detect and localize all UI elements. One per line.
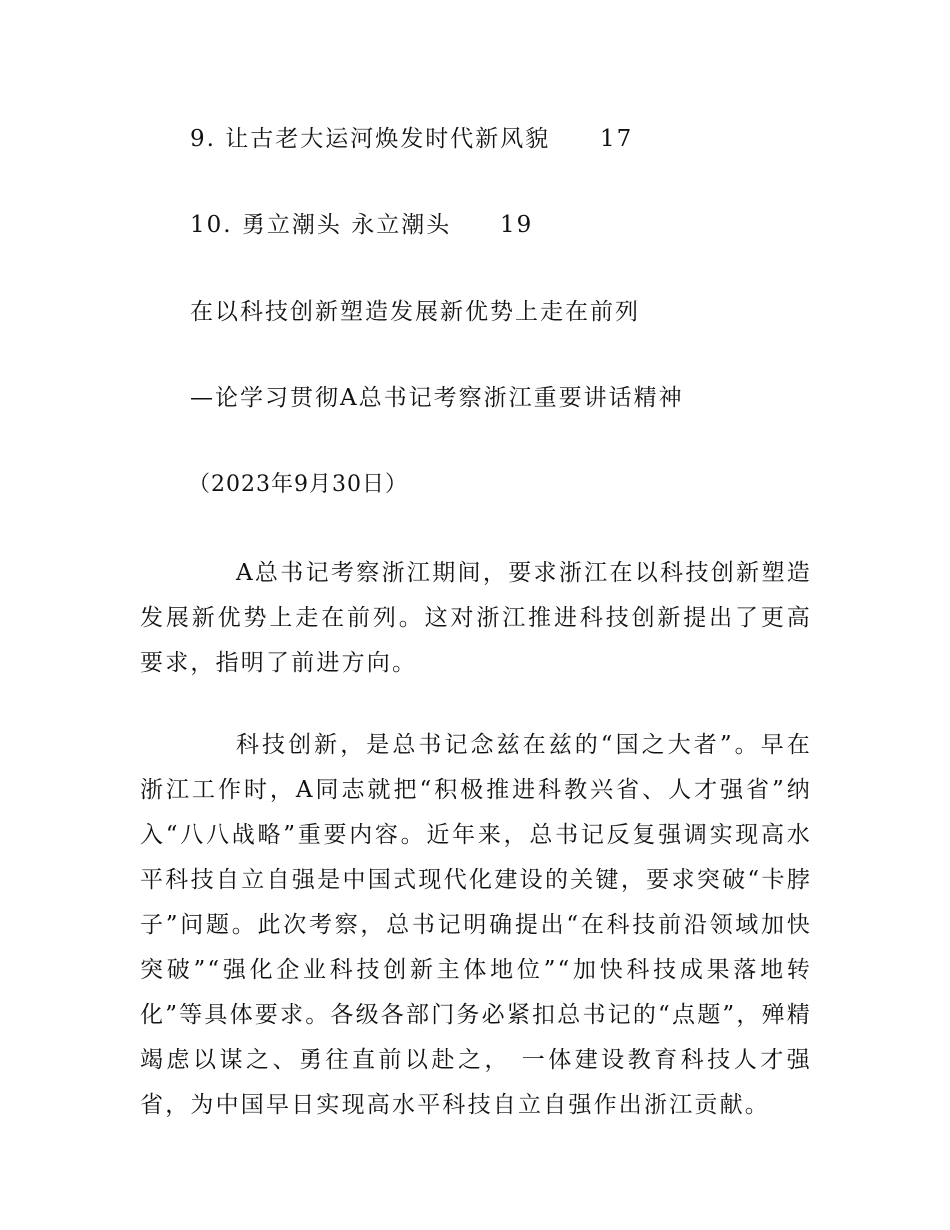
toc-entry-10[interactable]: [190, 210, 534, 240]
article-subtitle: —论学习贯彻A总书记考察浙江重要讲话精神: [190, 385, 684, 411]
toc-entry-label: 10. 勇立潮头 永立潮头: [190, 212, 452, 238]
paragraph-2: 科技创新，是总书记念兹在兹的“国之大者”。早在浙江工作时，A同志就把“积极推进科教兴省、人才强省”纳入“八八战略”重要内容。近年来，总书记反复强调实现高水平科技自立自强是中国式现代化建设的关键，要求突破“卡脖子”问题。此次考察，总书记明确提出“在科技前沿领域加快突破”“强化企业科技创新主体地位”“加快科技成果落地转化”等具体要求。各级各部门务必紧扣总书记的“点题”，殚精竭虑以谋之、勇往直前以赴之， 一体建设教育科技人才强省，为中国早日实现高水平科技自立自强作出浙江贡献。: [140, 732, 812, 1118]
article-date: （2023年9月30日）: [188, 472, 408, 497]
toc-entry-9[interactable]: [190, 124, 634, 154]
toc-entry-label: 9. 让古老大运河焕发时代新风貌: [190, 126, 551, 152]
article-title: 在以科技创新塑造发展新优势上走在前列: [190, 299, 640, 325]
toc-entry-page: 17: [600, 126, 634, 152]
toc-entry-page: 19: [500, 212, 534, 238]
paragraph-1: A总书记考察浙江期间，要求浙江在以科技创新塑造发展新优势上走在前列。这对浙江推进科技创新提出了更高要求，指明了前进方向。: [140, 560, 812, 676]
